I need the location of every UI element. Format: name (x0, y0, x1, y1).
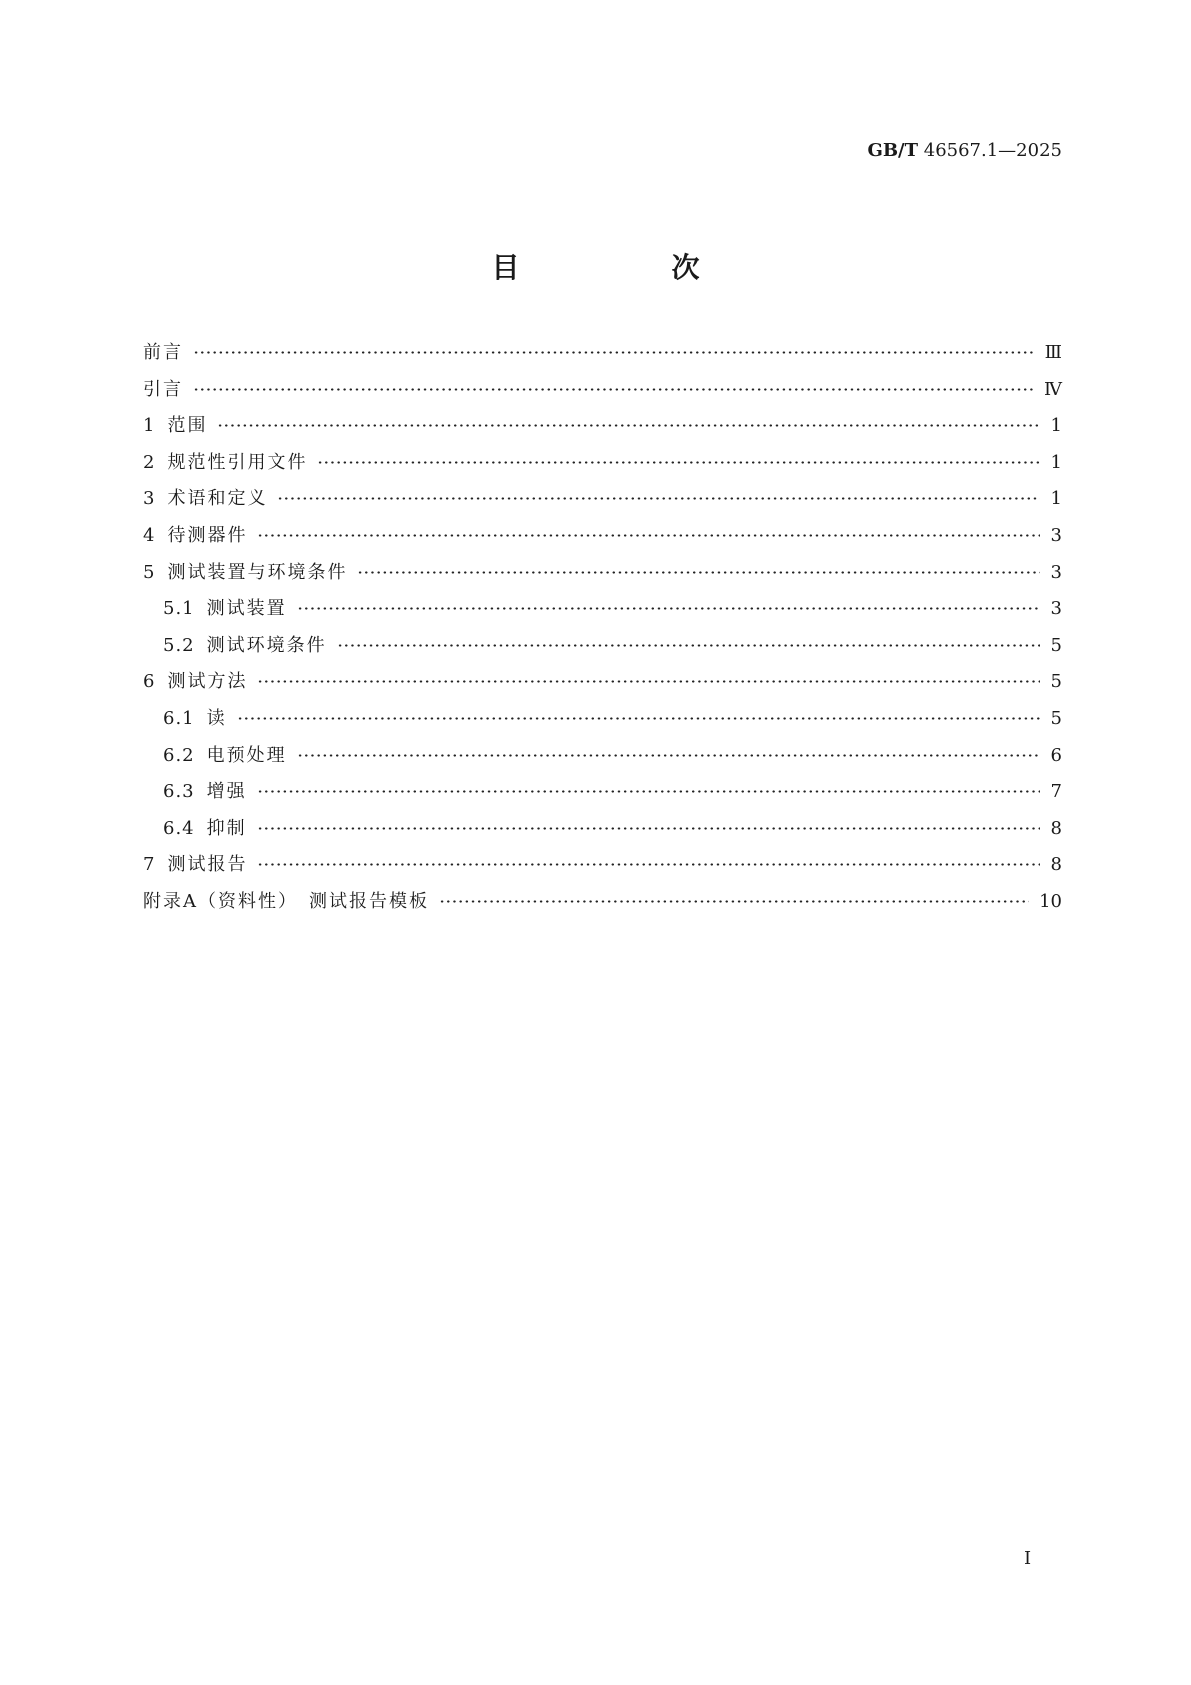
toc-entry-page: 3 (1050, 598, 1062, 620)
toc-entry-label (143, 561, 347, 585)
toc-entry[interactable] (143, 451, 1062, 488)
table-of-contents (143, 341, 1062, 927)
toc-leader-dots (257, 534, 1040, 537)
toc-entry-label (163, 707, 227, 731)
toc-leader-dots (257, 827, 1040, 830)
toc-entry[interactable] (143, 744, 1062, 781)
toc-leader-dots (439, 900, 1029, 903)
toc-entry-text: 测试环境条件 (206, 634, 327, 656)
toc-entry-label (163, 634, 327, 658)
toc-entry-page: 6 (1050, 744, 1062, 766)
toc-entry-number: 7 (143, 854, 156, 876)
toc-entry-text: 规范性引用文件 (167, 451, 308, 473)
toc-entry[interactable] (143, 670, 1062, 707)
toc-entry-page: 1 (1050, 451, 1062, 473)
toc-entry-label (163, 780, 247, 804)
toc-entry-text: 增强 (206, 781, 247, 803)
toc-entry-page: 5 (1050, 707, 1062, 729)
toc-entry-number: 6.3 (163, 781, 195, 803)
toc-entry-text: 前言 (143, 342, 183, 363)
toc-entry-page: 3 (1050, 561, 1062, 583)
toc-entry[interactable] (143, 378, 1062, 415)
toc-entry-number: 5 (143, 561, 156, 583)
toc-entry-label (163, 597, 287, 621)
toc-entry-page: 5 (1050, 634, 1062, 656)
toc-entry-page: Ⅲ (1044, 342, 1062, 363)
toc-entry-text: 抑制 (206, 817, 247, 839)
toc-entry-label (143, 451, 307, 475)
toc-entry-text: 测试报告 (167, 854, 248, 876)
toc-leader-dots (277, 497, 1040, 500)
toc-entry-number: 4 (143, 524, 156, 546)
page-number: Ⅰ (1024, 1548, 1032, 1569)
standard-prefix: GB/T (867, 140, 919, 161)
toc-entry-page: 8 (1050, 817, 1062, 839)
toc-entry-label (143, 378, 183, 402)
toc-entry-label (143, 890, 429, 914)
toc-leader-dots (257, 790, 1040, 793)
toc-leader-dots (297, 607, 1040, 610)
toc-leader-dots (257, 680, 1040, 683)
toc-leader-dots (237, 717, 1040, 720)
toc-leader-dots (297, 754, 1040, 757)
toc-entry-number: 1 (143, 415, 156, 437)
toc-entry[interactable] (143, 634, 1062, 671)
toc-entry-number: 3 (143, 488, 156, 510)
toc-entry-page: 3 (1050, 524, 1062, 546)
toc-leader-dots (317, 461, 1040, 464)
toc-entry-text: 读 (206, 707, 227, 729)
toc-entry-page: 8 (1050, 854, 1062, 876)
toc-entry-label (163, 817, 247, 841)
toc-entry-text: 附录A（资料性） 测试报告模板 (143, 890, 429, 912)
toc-entry[interactable] (143, 487, 1062, 524)
toc-entry-text: 术语和定义 (167, 488, 268, 510)
standard-number: 46567.1—2025 (923, 140, 1062, 161)
toc-entry-label (143, 414, 207, 438)
toc-entry[interactable] (143, 341, 1062, 378)
toc-entry[interactable] (143, 817, 1062, 854)
toc-entry[interactable] (143, 561, 1062, 598)
toc-entry[interactable] (143, 524, 1062, 561)
toc-entry-text: 电预处理 (206, 744, 287, 766)
toc-leader-dots (257, 863, 1040, 866)
toc-entry-number: 5.1 (163, 598, 195, 620)
toc-leader-dots (337, 644, 1040, 647)
toc-entry[interactable] (143, 707, 1062, 744)
toc-entry-label (143, 524, 247, 548)
toc-title: 目 次 (491, 251, 762, 284)
toc-entry-label (143, 487, 267, 511)
toc-entry-text: 测试装置与环境条件 (167, 561, 348, 583)
toc-entry[interactable] (143, 597, 1062, 634)
toc-entry-number: 2 (143, 451, 156, 473)
toc-entry-text: 测试装置 (206, 598, 287, 620)
toc-entry-label (143, 341, 183, 365)
toc-entry[interactable] (143, 780, 1062, 817)
toc-entry-number: 5.2 (163, 634, 195, 656)
toc-entry[interactable] (143, 890, 1062, 927)
toc-entry-page: 5 (1050, 671, 1062, 693)
toc-entry-label (143, 670, 247, 694)
toc-entry-label (163, 744, 287, 768)
toc-entry-page: 1 (1050, 488, 1062, 510)
toc-entry-number: 6.1 (163, 707, 195, 729)
toc-entry-page: 7 (1050, 781, 1062, 803)
toc-entry-page: 1 (1050, 415, 1062, 437)
toc-entry-text: 范围 (167, 415, 208, 437)
toc-leader-dots (357, 571, 1040, 574)
toc-leader-dots (193, 388, 1034, 391)
toc-entry-page: 10 (1039, 890, 1062, 912)
toc-entry-text: 待测器件 (167, 524, 248, 546)
toc-entry-text: 引言 (143, 378, 183, 400)
toc-entry-page: Ⅳ (1044, 378, 1062, 400)
toc-entry-number: 6.2 (163, 744, 195, 766)
document-code (867, 140, 1062, 161)
toc-entry[interactable] (143, 853, 1062, 890)
toc-entry-number: 6.4 (163, 817, 195, 839)
toc-entry[interactable] (143, 414, 1062, 451)
toc-leader-dots (217, 424, 1040, 427)
toc-entry-label (143, 853, 247, 877)
toc-entry-number: 6 (143, 671, 156, 693)
toc-leader-dots (193, 351, 1035, 354)
toc-entry-text: 测试方法 (167, 671, 248, 693)
